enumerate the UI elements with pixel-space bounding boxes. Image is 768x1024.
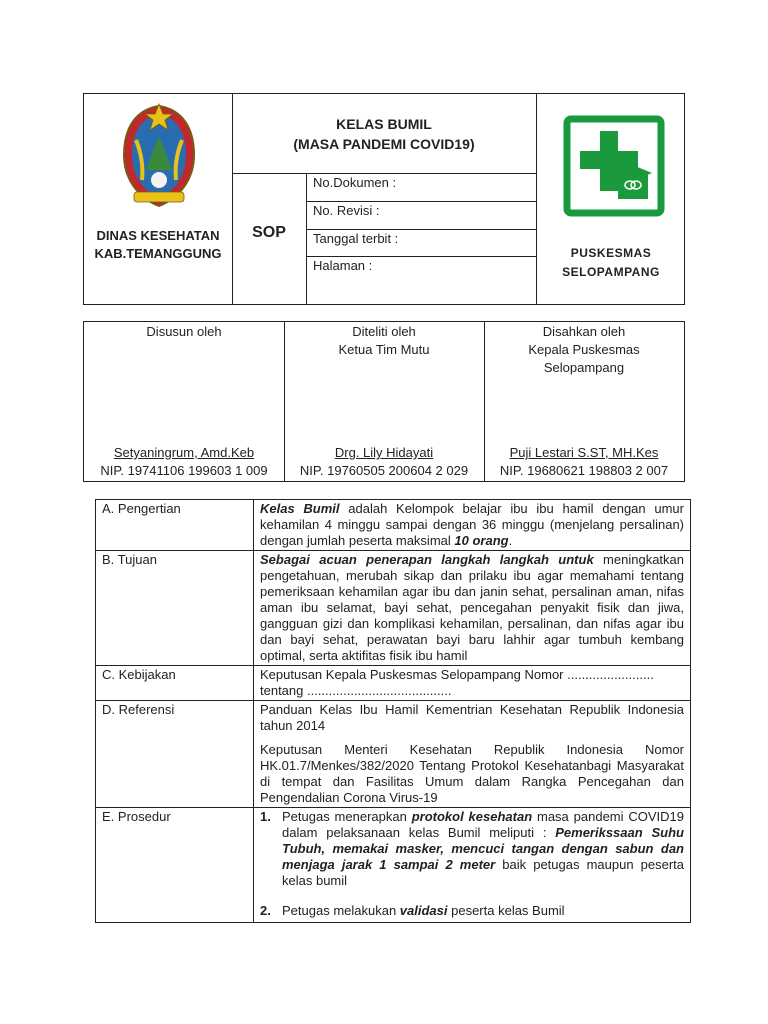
reference-item: Keputusan Menteri Kesehatan Republik Indonesia Nomor HK.01.7/Menkes/382/2020 Tentang Protokol Kesehatanbagi Masyarakat di tempat dan Fasilitas Umum dalam Rangka Pencegahan dan Pengendalian Corona Virus-19 [260,742,684,805]
reference-item: Panduan Kelas Ibu Hamil Kementrian Kesehatan Republik Indonesia tahun 2014 [260,702,684,733]
left-org-line2: KAB.TEMANGGUNG [94,246,222,261]
signer-name: Setyaningrum, Amd.Keb [113,445,255,460]
left-org-line1: DINAS KESEHATAN [96,228,220,243]
title-line1: KELAS BUMIL [336,116,432,132]
table-row [96,808,691,923]
emphasis: validasi [399,903,448,918]
section-label: C. Kebijakan [96,666,254,701]
table-row [96,701,691,808]
role-line: Ketua Tim Mutu [338,342,430,357]
divider [306,229,536,230]
section-prosedur [254,808,691,923]
signature-disusun [84,322,284,481]
signer-nip: NIP. 19680621 198803 2 007 [499,463,669,478]
puskesmas-logo [562,111,666,221]
sop-content-table [95,499,691,923]
title-line2: (MASA PANDEMI COVID19) [293,136,475,152]
divider [306,173,307,304]
step-number: 1. [260,809,271,824]
signature-disahkan [484,322,684,481]
emphasis: Pemerikssaan Suhu Tubuh, memakai masker, mencuci tangan dengan sabun dan menjaga jarak 1 sampai 2 meter [282,825,684,872]
divider [232,173,536,174]
text: baik petugas maupun peserta kelas bumil [282,857,684,888]
step-number: 2. [260,903,271,918]
sop-label: SOP [252,224,286,241]
table-row [96,666,691,701]
right-org-line2: SELOPAMPANG [562,265,660,279]
meta-tanggal-terbit: Tanggal terbit : [313,231,399,246]
role-line: Selopampang [543,360,625,375]
role-line: Diteliti oleh [352,324,416,339]
text: adalah Kelompok belajar ibu ibu hamil dengan umur kehamilan 4 minggu sampai dengan 36 minggu (menjelang persalinan) dengan jumlah peserta maksimal [260,501,684,548]
meta-no-dokumen: No.Dokumen : [313,175,397,190]
text: Petugas menerapkan [282,809,412,824]
procedure-step [260,903,684,919]
signer-name: Puji Lestari S.ST, MH.Kes [509,445,659,460]
text: meningkatkan pengetahuan, merubah sikap dan prilaku ibu agar memahami tentang pemeriksaan kehamilan agar ibu dan janin sehat, persalinan aman, nifas aman ibu selamat, bayi sehat, pencegahan penyakit fisik dan jiwa, gangguan gizi dan komplikasi kehamilan, persalinan, dan nifas agar ibu dan bayi sehat, perawatan bayi baru lahhir agar tumbuh kembang optimal, serta aktifitas fisik ibu hamil [260,552,685,663]
table-row [96,500,691,551]
divider [306,201,536,202]
signer-nip: NIP. 19760505 200604 2 029 [299,463,469,478]
section-label: D. Referensi [96,701,254,808]
page-title [232,114,536,154]
table-row [96,551,691,666]
section-referensi [254,701,691,808]
regency-emblem [114,100,204,212]
text: Keputusan Kepala Puskesmas Selopampang Nomor ........................ [260,667,654,682]
meta-no-revisi: No. Revisi : [313,203,380,218]
right-org-line1: PUSKESMAS [570,246,652,260]
role-line: Disusun oleh [146,324,222,339]
sop-header-table [83,93,685,305]
text: tentang ........................................ [260,683,452,698]
emphasis: Kelas Bumil [260,501,340,516]
signer-name: Drg. Lily Hidayati [334,445,434,460]
signer-nip: NIP. 19741106 199603 1 009 [100,463,268,478]
section-label: B. Tujuan [96,551,254,666]
divider [306,256,536,257]
section-tujuan [254,551,691,666]
procedure-step [260,809,684,889]
emphasis: 10 orang [454,533,509,548]
role-line: Disahkan oleh [542,324,626,339]
section-label: A. Pengertian [96,500,254,551]
text: Petugas melakukan [282,903,400,918]
role-line: Kepala Puskesmas [528,342,640,357]
text: masa pandemi COVID19 dalam pelaksanaan kelas Bumil meliputi : [282,809,684,840]
meta-halaman: Halaman : [313,258,373,273]
section-label: E. Prosedur [96,808,254,923]
section-pengertian [254,500,691,551]
text: . [508,533,513,548]
emphasis: Sebagai acuan penerapan langkah langkah untuk [260,552,594,567]
signature-table [83,321,685,482]
signature-diteliti [284,322,484,481]
emphasis: protokol kesehatan [411,809,533,824]
text: peserta kelas Bumil [447,903,565,918]
section-kebijakan [254,666,691,701]
